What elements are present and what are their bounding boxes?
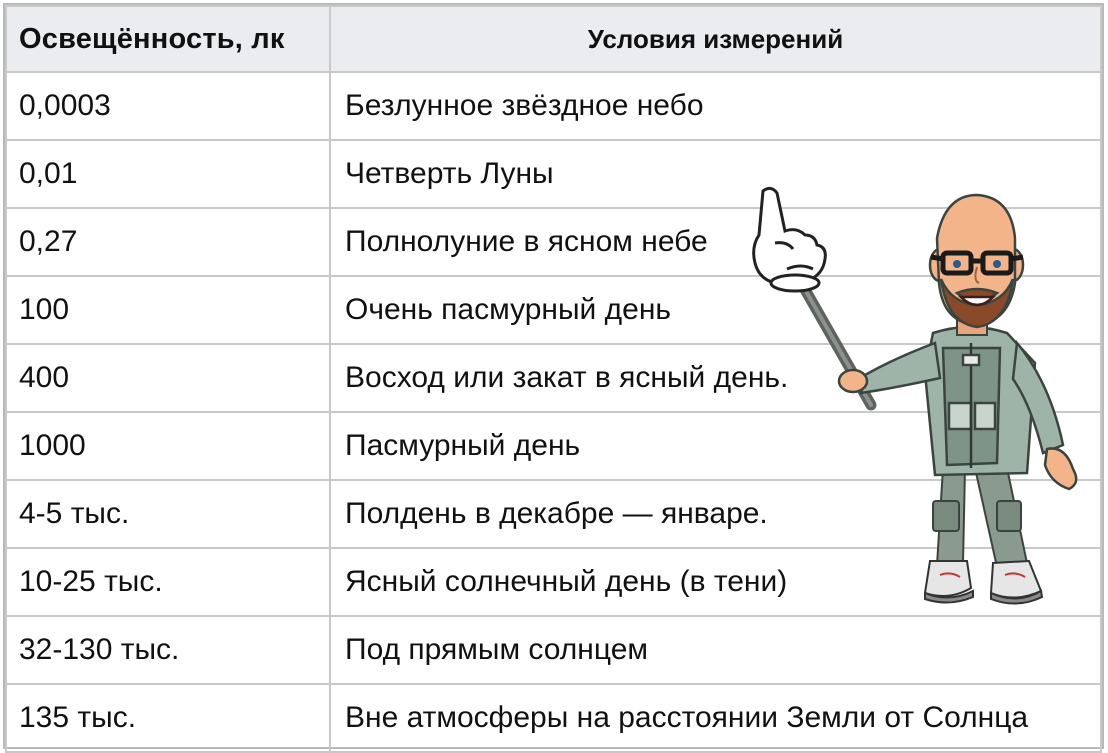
table-header-row <box>6 6 1101 72</box>
lux-cell: 0,0003 <box>6 72 330 140</box>
condition-cell: Восход или закат в ясный день. <box>330 344 1101 412</box>
lux-cell: 10-25 тыс. <box>6 548 330 616</box>
teacher-with-pointer-icon <box>735 183 1105 613</box>
lux-cell: 1000 <box>6 412 330 480</box>
table-row <box>6 616 1101 684</box>
condition-cell: Под прямым солнцем <box>330 616 1101 684</box>
pants <box>933 468 1027 567</box>
condition-cell: Ясный солнечный день (в тени) <box>330 548 1101 616</box>
header-illuminance: Освещённость, лк <box>6 6 330 72</box>
lux-cell: 32-130 тыс. <box>6 616 330 684</box>
lux-cell: 400 <box>6 344 330 412</box>
table-row <box>6 684 1101 752</box>
lux-cell: 0,27 <box>6 208 330 276</box>
header-conditions: Условия измерений <box>330 6 1101 72</box>
condition-cell: Вне атмосферы на расстоянии Земли от Солнца <box>330 684 1101 752</box>
sneakers <box>925 561 1042 604</box>
lux-cell: 100 <box>6 276 330 344</box>
condition-cell: Четверть Луны <box>330 140 1101 208</box>
condition-cell: Пасмурный день <box>330 412 1101 480</box>
table-row <box>6 72 1101 140</box>
condition-cell: Очень пасмурный день <box>330 276 1101 344</box>
glove-hand <box>754 188 826 291</box>
condition-cell: Безлунное звёздное небо <box>330 72 1101 140</box>
lux-cell: 0,01 <box>6 140 330 208</box>
condition-cell: Полдень в декабре — январе. <box>330 480 1101 548</box>
condition-cell: Полнолуние в ясном небе <box>330 208 1101 276</box>
lux-cell: 4-5 тыс. <box>6 480 330 548</box>
lux-cell: 135 тыс. <box>6 684 330 752</box>
